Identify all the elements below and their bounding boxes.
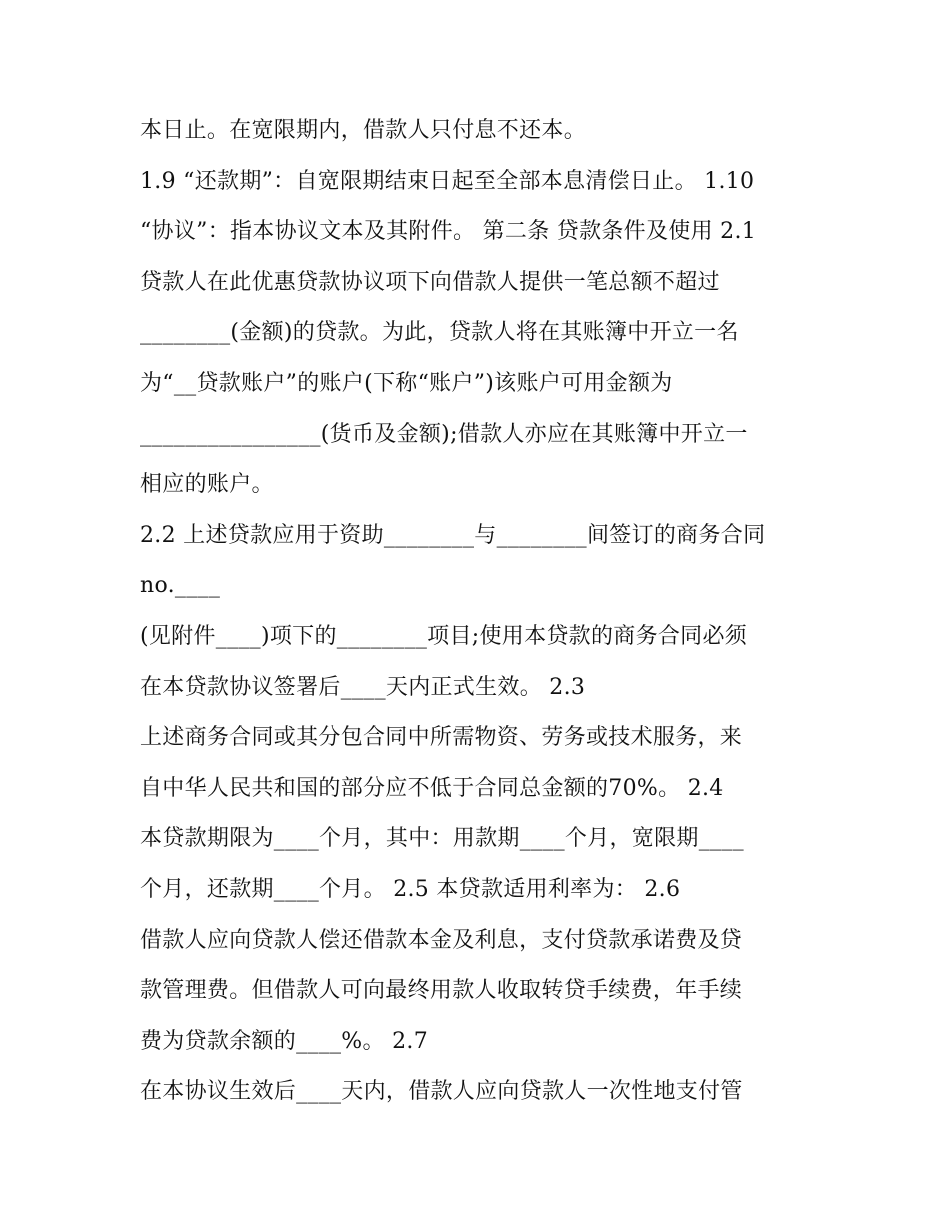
text-line-12: 在本贷款协议签署后____天内正式生效。 2.3 xyxy=(140,674,586,700)
text-line-13: 上述商务合同或其分包合同中所需物资、劳务或技术服务，来 xyxy=(140,725,743,751)
text-line-5: ________(金额)的贷款。为此，贷款人将在其账簿中开立一名 xyxy=(140,320,739,346)
text-line-6: 为“__贷款账户”的账户(下称“账户”)该账户可用金额为 xyxy=(140,370,673,396)
text-line-8: 相应的账户。 xyxy=(140,472,274,498)
text-line-1: 本日止。在宽限期内，借款人只付息不还本。 xyxy=(140,118,587,143)
text-line-9: 2.2 上述贷款应用于资助________与________间签订的商务合同 xyxy=(140,522,766,548)
text-line-2: 1.9 “还款期”：自宽限期结束日起至全部本息清偿日止。 1.10 xyxy=(140,168,755,194)
text-line-19: 费为贷款余额的____%。 2.7 xyxy=(140,1028,428,1054)
text-line-10: no.____ xyxy=(140,573,221,599)
text-line-18: 款管理费。但借款人可向最终用款人收取转贷手续费，年手续 xyxy=(140,978,743,1004)
document-body xyxy=(140,106,840,1118)
text-line-7: ________________(货币及金额);借款人亦应在其账簿中开立一 xyxy=(140,421,748,447)
text-line-4: 贷款人在此优惠贷款协议项下向借款人提供一笔总额不超过 xyxy=(140,269,720,295)
text-line-20: 在本协议生效后____天内，借款人应向贷款人一次性地支付管 xyxy=(140,1079,743,1105)
text-line-14: 自中华人民共和国的部分应不低于合同总金额的70%。 2.4 xyxy=(140,775,724,801)
text-line-11: (见附件____)项下的________项目;使用本贷款的商务合同必须 xyxy=(140,623,748,649)
text-line-3: “协议”：指本协议文本及其附件。 第二条 贷款条件及使用 2.1 xyxy=(140,219,757,245)
text-line-15: 本贷款期限为____个月，其中：用款期____个月，宽限期____ xyxy=(140,826,744,852)
text-line-16: 个月，还款期____个月。 2.5 本贷款适用利率为： 2.6 xyxy=(140,876,681,902)
text-line-17: 借款人应向贷款人偿还借款本金及利息，支付贷款承诺费及贷 xyxy=(140,927,743,953)
